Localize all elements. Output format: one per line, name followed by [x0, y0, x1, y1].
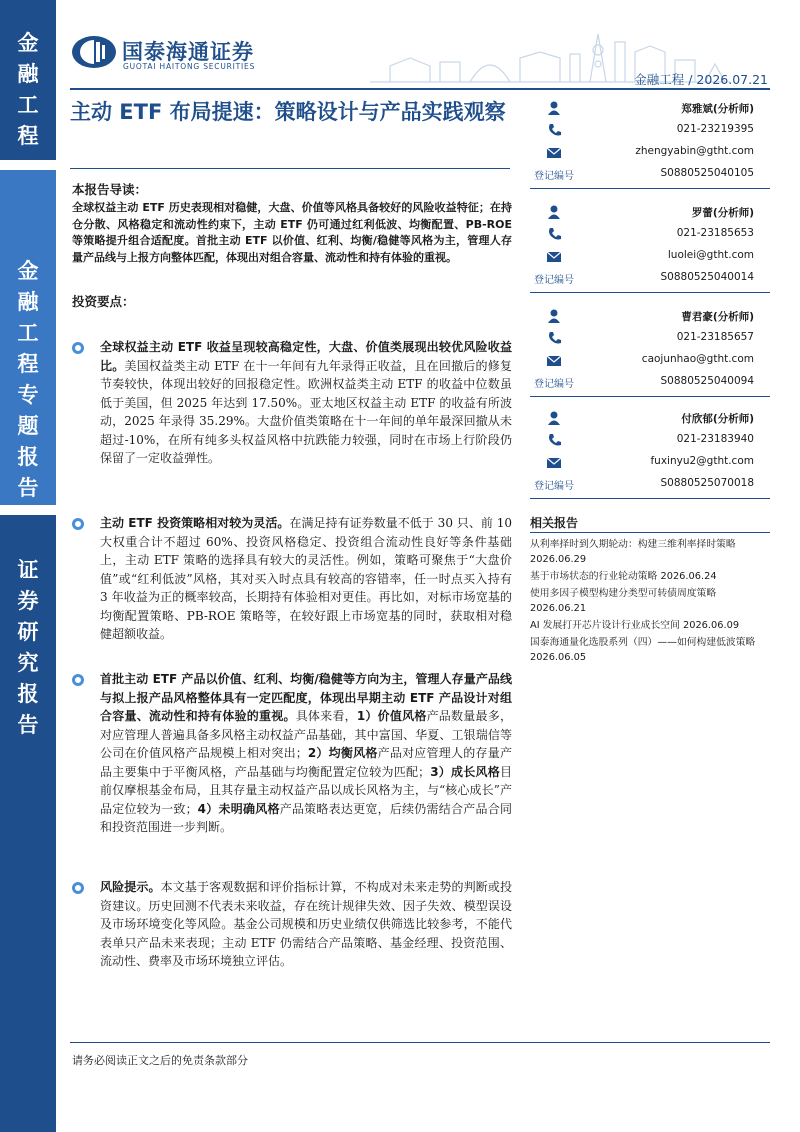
bullet-point [72, 338, 512, 468]
points-heading: 投资要点： [72, 294, 135, 309]
disclaimer-note: 请务必阅读正文之后的免责条款部分 [72, 1054, 248, 1067]
phone-icon [546, 122, 562, 138]
style-label: 2）均衡风格 [307, 746, 378, 760]
analyst-email[interactable]: fuxinyu2@gtht.com [650, 455, 754, 467]
bullet-icon [72, 342, 84, 354]
sidebar-char: 究 [17, 651, 39, 675]
reg-label: 登记编号 [534, 171, 574, 182]
analyst-phone: 021-23219395 [676, 123, 754, 135]
analyst-name: 郑雅斌(分析师) [681, 103, 754, 115]
analyst-email[interactable]: luolei@gtht.com [667, 249, 754, 261]
analyst-email[interactable]: caojunhao@gtht.com [641, 353, 754, 365]
reg-label: 登记编号 [534, 481, 574, 492]
bullet-text [100, 878, 512, 971]
analyst-email[interactable]: zhengyabin@gtht.com [635, 145, 754, 157]
bullet-lead: 全球权益主动 ETF 收益呈现较高稳定性，大盘、价值类展现出较优风险收益比。 [100, 340, 512, 373]
analyst-card [530, 306, 770, 397]
bullet-body: 本文基于客观数据和评价指标计算，不构成对未来走势的判断或投资建议。历史回测不代表未来收益，存在统计规律失效、因子失效、模型误设及市场环境变化等风险。基金公司规模和历史业绩仅供筛选比较参考，不能代表单只产品未来表现；主动 ETF 仍需结合产品策略、基金经理、投资范围、流动性、费率及市场环境独立评估。 [100, 880, 512, 968]
logo-icon [70, 34, 118, 70]
analyst-reg-no: S0880525040105 [660, 167, 754, 179]
email-icon [546, 352, 562, 368]
analyst-phone: 021-23185653 [676, 227, 754, 239]
bullet-icon [72, 882, 84, 894]
brand-name-en: GUOTAI HAITONG SECURITIES [123, 62, 256, 71]
sidebar-char: 程 [17, 352, 39, 376]
related-report-link[interactable]: 国泰海通量化选股系列（四）——如何构建低波策略 2026.06.05 [530, 637, 756, 663]
bullet-text [100, 670, 512, 837]
analyst-reg-no: S0880525040014 [660, 271, 754, 283]
sidebar-char: 工 [17, 321, 39, 345]
phone-icon [546, 330, 562, 346]
bullet-icon [72, 518, 84, 530]
guide-body: 全球权益主动 ETF 历史表现相对稳健，大盘、价值等风格具备较好的风险收益特征；在持仓分散、风格稳定和流动性约束下，主动 ETF 仍可通过红利低波、均衡配置、PB-ROE 等策略提升组合适配度。首批主动 ETF 以价值、红利、均衡/稳健等风格为主，管理人存量产品线与上报方向整体匹配，体现出对组合容量、流动性和持有体验的重视。 [72, 201, 512, 264]
category-date: 金融工程 / 2026.07.21 [634, 72, 768, 87]
analyst-reg-no: S0880525070018 [660, 477, 754, 489]
bullet-point [72, 670, 512, 837]
related-report-link[interactable]: 从利率择时到久期轮动：构建三维利率择时策略 2026.06.29 [530, 539, 736, 565]
left-sidebar [0, 0, 56, 1132]
bullet-body: 具体来看， [295, 709, 357, 723]
bullet-body: 产品数量最多，对应管理人普遍具备多风格主动权益产品基础，其中富国、华夏、工银瑞信等公司在价值风格产品规模上相对突出； [100, 709, 512, 760]
analyst-name: 付欣郁(分析师) [681, 413, 754, 425]
style-label: 4）未明确风格 [197, 801, 280, 816]
person-icon [546, 100, 562, 116]
related-report-link[interactable]: 基于市场状态的行业轮动策略 2026.06.24 [530, 571, 717, 582]
analyst-name: 罗蕾(分析师) [691, 207, 754, 219]
analyst-divider [530, 498, 770, 499]
sidebar-char: 告 [17, 713, 39, 737]
guide-heading: 本报告导读： [72, 182, 148, 197]
bullet-body: 产品策略表达更宽，后续仍需结合产品合同和投资范围进一步判断。 [100, 801, 512, 834]
sidebar-char: 专 [17, 383, 39, 407]
analyst-card [530, 408, 770, 499]
bullet-body: 在满足持有证券数量不低于 30 只、前 10 大权重合计不超过 60%、投资风格稳定、投资组合流动性良好等条件基础上，主动 ETF 策略的选择具有较大的灵活性。例如，策略可聚焦于“大盘价值”或“红利低波”风格，其对买入时点具有较高的容错率，任一时点买入持有 3 年收益为正的概率较高，长期持有体验相对更佳。再比如，对标市场宽基的均衡配置策略、PB-ROE 策略等，在较好跟上市场宽基的同时，获取相对稳健超额收益。 [100, 516, 513, 641]
bullet-text [100, 338, 512, 468]
header-divider [70, 88, 770, 90]
bullet-lead: 主动 ETF 投资策略相对较为灵活。 [100, 516, 290, 530]
sidebar-char: 融 [17, 290, 39, 314]
email-icon [546, 454, 562, 470]
bullet-point [72, 878, 512, 971]
bullet-point [72, 514, 512, 644]
person-icon [546, 308, 562, 324]
sidebar-block-report-type [0, 170, 56, 505]
footer-divider [70, 1042, 770, 1043]
sidebar-char: 报 [17, 682, 39, 706]
style-label: 3）成长风格 [430, 764, 500, 779]
bullet-icon [72, 674, 84, 686]
report-title: 主动 ETF 布局提速：策略设计与产品实践观察 [70, 100, 506, 124]
related-divider [530, 532, 770, 533]
brand-name-cn: 国泰海通证券 [122, 40, 254, 64]
analyst-divider [530, 292, 770, 293]
related-report-link[interactable]: AI 发展打开芯片设计行业成长空间 2026.06.09 [530, 620, 740, 631]
related-reports-list [530, 537, 770, 667]
phone-icon [546, 226, 562, 242]
sidebar-char: 金 [17, 259, 39, 283]
sidebar-char: 融 [17, 62, 39, 86]
email-icon [546, 144, 562, 160]
bullet-body: 产品对应管理人的存量产品主要集中于平衡风格，产品基础与均衡配置定位较为匹配； [100, 746, 512, 779]
email-icon [546, 248, 562, 264]
sidebar-char: 题 [17, 414, 39, 438]
phone-icon [546, 432, 562, 448]
analyst-name: 曹君豪(分析师) [681, 311, 754, 323]
page-header [70, 28, 790, 88]
related-report-link[interactable]: 使用多因子模型构建分类型可转债周度策略 2026.06.21 [530, 588, 717, 614]
reg-label: 登记编号 [534, 379, 574, 390]
related-reports-heading: 相关报告 [530, 516, 579, 530]
analyst-divider [530, 188, 770, 189]
sidebar-char: 研 [17, 620, 39, 644]
bullet-body: 目前仅摩根基金布局，且其存量主动权益产品以成长风格为主，与“核心成长”产品定位较为一致； [100, 764, 512, 816]
analyst-phone: 021-23185657 [676, 331, 754, 343]
analyst-card [530, 202, 770, 293]
analyst-reg-no: S0880525040094 [660, 375, 754, 387]
sidebar-char: 证 [17, 558, 39, 582]
sidebar-char: 告 [17, 476, 39, 500]
title-divider [70, 168, 510, 169]
analyst-phone: 021-23183940 [676, 433, 754, 445]
sidebar-char: 券 [17, 589, 39, 613]
analyst-card [530, 98, 770, 189]
sidebar-char: 工 [17, 93, 39, 117]
style-label: 1）价值风格 [356, 709, 427, 723]
analyst-divider [530, 396, 770, 397]
sidebar-block-category [0, 0, 56, 160]
sidebar-char: 报 [17, 445, 39, 469]
bullet-lead: 首批主动 ETF 产品以价值、红利、均衡/稳健等方向为主，管理人存量产品线与拟上报产品风格整体具有一定匹配度，体现出早期主动 ETF 产品设计对组合容量、流动性和持有体验的重视。 [100, 672, 512, 723]
bullet-text [100, 514, 512, 644]
bullet-lead: 风险提示。 [100, 880, 161, 894]
sidebar-char: 程 [17, 124, 39, 148]
bullet-body: 美国权益类主动 ETF 在十一年间有九年录得正收益，且在回撤后的修复节奏较快，体现出较好的回报稳定性。欧洲权益类主动 ETF 的收益中位数虽低于美国，但 2025 年达到 17.50%。亚太地区权益主动 ETF 的收益有所波动，2025 年录得 35.29%。大盘价值类策略在十一年间的单年最深回撤从未超过-10%，在所有纯多头权益风格中抗跌能力较强，同时在市场上行阶段仍保留了一定收益弹性。 [100, 358, 512, 465]
sidebar-char: 金 [17, 31, 39, 55]
person-icon [546, 410, 562, 426]
reg-label: 登记编号 [534, 275, 574, 286]
sidebar-block-research [0, 515, 56, 1132]
person-icon [546, 204, 562, 220]
